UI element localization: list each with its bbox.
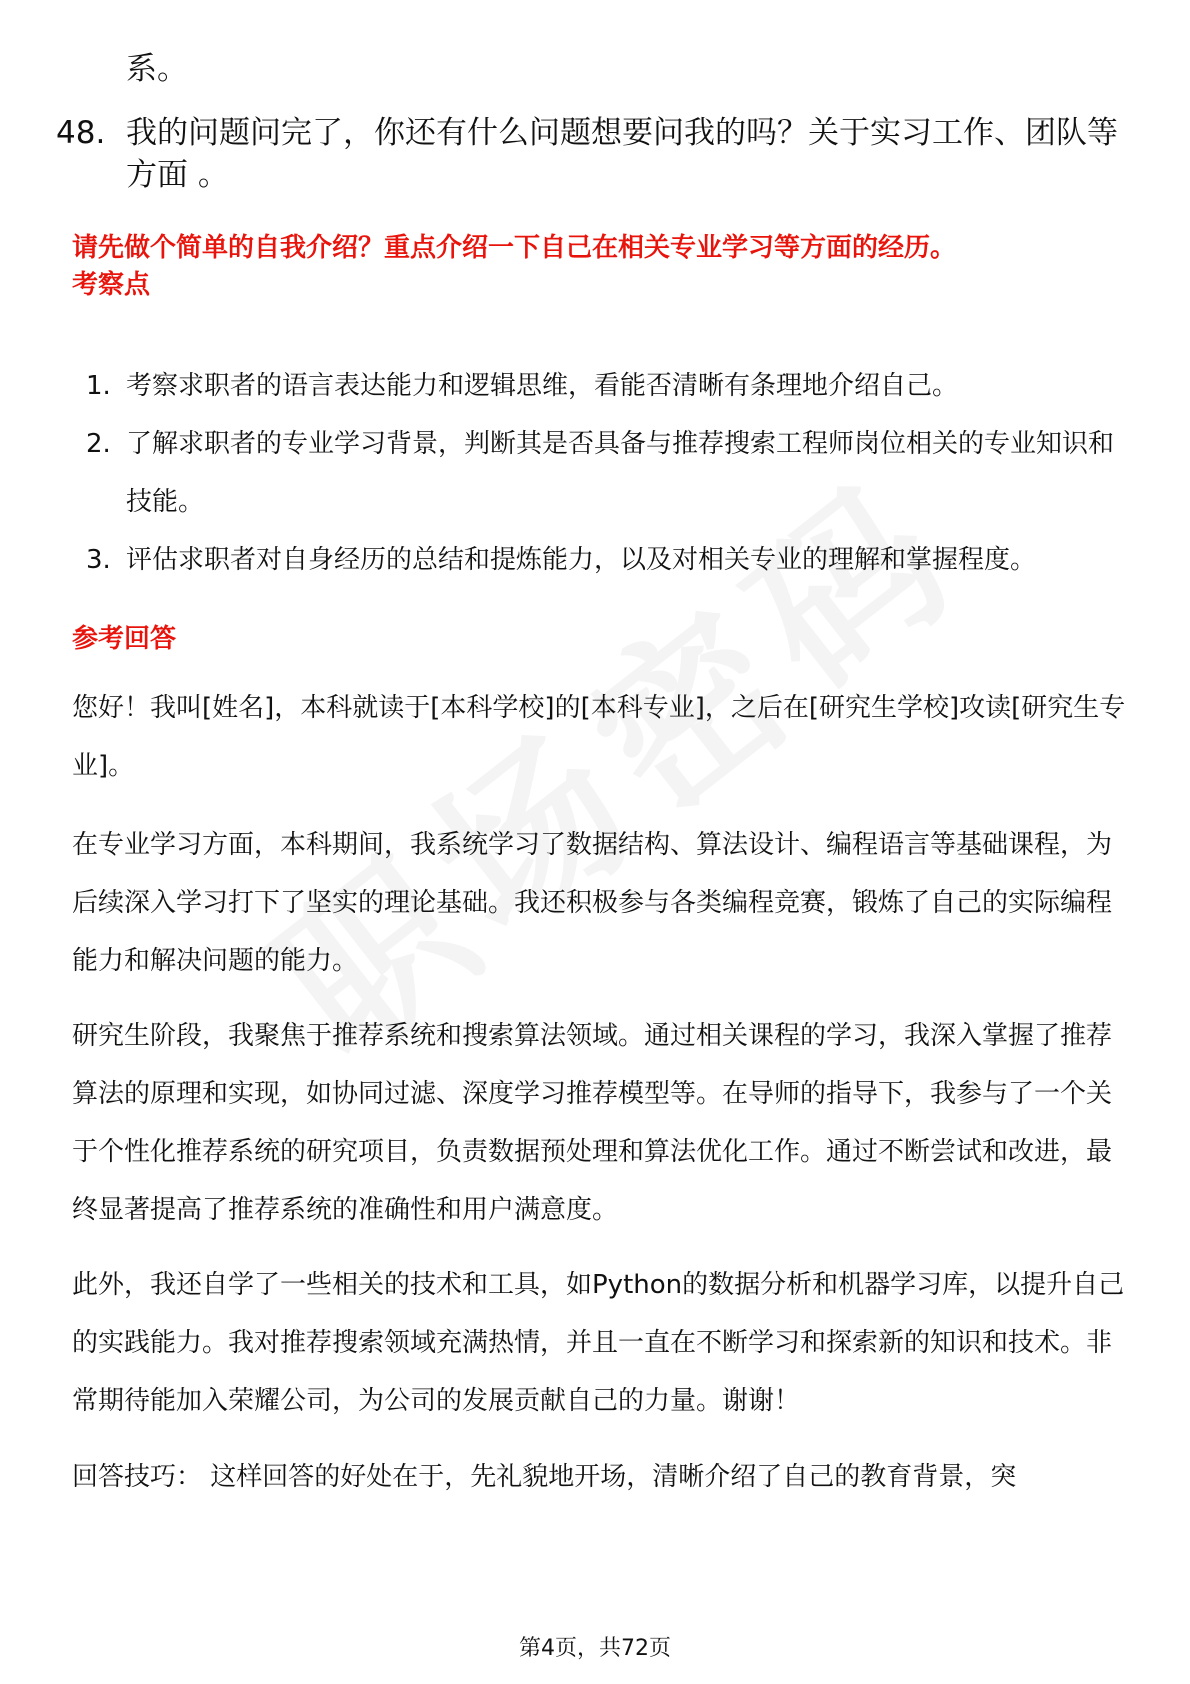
- question-48: [56, 112, 1136, 196]
- list-item-text: 考察求职者的语言表达能力和逻辑思维，看能否清晰有条理地介绍自己。: [126, 371, 959, 401]
- answer-paragraph: 在专业学习方面，本科期间，我系统学习了数据结构、算法设计、编程语言等基础课程，为后续深入学习打下了坚实的理论基础。我还积极参与各类编程竞赛，锻炼了自己的实际编程能力和解决问题的能力。: [72, 830, 1113, 976]
- page-number: 第4页，共72页: [519, 1636, 671, 1661]
- question-text: 我的问题问完了，你还有什么问题想要问我的吗？关于实习工作、团队等方面 。: [126, 115, 1118, 193]
- answer-tips: 回答技巧： 这样回答的好处在于，先礼貌地开场，清晰介绍了自己的教育背景，突: [72, 1462, 1017, 1492]
- exam-points-title: 考察点: [72, 270, 151, 300]
- answer-paragraph: 研究生阶段，我聚焦于推荐系统和搜索算法领域。通过相关课程的学习，我深入掌握了推荐算法的原理和实现，如协同过滤、深度学习推荐模型等。在导师的指导下，我参与了一个关于个性化推荐系统的研究项目，负责数据预处理和算法优化工作。通过不断尝试和改进，最终显著提高了推荐系统的准确性和用户满意度。: [72, 1021, 1113, 1225]
- list-item: [72, 531, 1132, 589]
- list-item-text: 评估求职者对自身经历的总结和提炼能力，以及对相关专业的理解和掌握程度。: [126, 545, 1037, 575]
- list-item-number: 2.: [86, 429, 111, 459]
- answer-paragraph: 此外，我还自学了一些相关的技术和工具，如Python的数据分析和机器学习库，以提升自己的实践能力。我对推荐搜索领域充满热情，并且一直在不断学习和探索新的知识和技术。非常期待能加入荣耀公司，为公司的发展贡献自己的力量。谢谢！: [72, 1270, 1125, 1416]
- question-continuation: 系。: [126, 51, 188, 87]
- list-item: [72, 357, 1132, 415]
- exam-points-list: [72, 357, 1132, 589]
- list-item: [72, 415, 1132, 531]
- answer-paragraph: 您好！我叫[姓名]，本科就读于[本科学校]的[本科专业]，之后在[研究生学校]攻读[研究生专业]。: [72, 693, 1126, 781]
- list-item-number: 3.: [86, 545, 111, 575]
- reference-answer-title: 参考回答: [72, 624, 177, 654]
- question-number: 48.: [56, 115, 106, 151]
- list-item-text: 了解求职者的专业学习背景，判断其是否具备与推荐搜索工程师岗位相关的专业知识和技能。: [126, 429, 1115, 517]
- highlighted-question: 请先做个简单的自我介绍？重点介绍一下自己在相关专业学习等方面的经历。: [72, 233, 957, 263]
- list-item-number: 1.: [86, 371, 111, 401]
